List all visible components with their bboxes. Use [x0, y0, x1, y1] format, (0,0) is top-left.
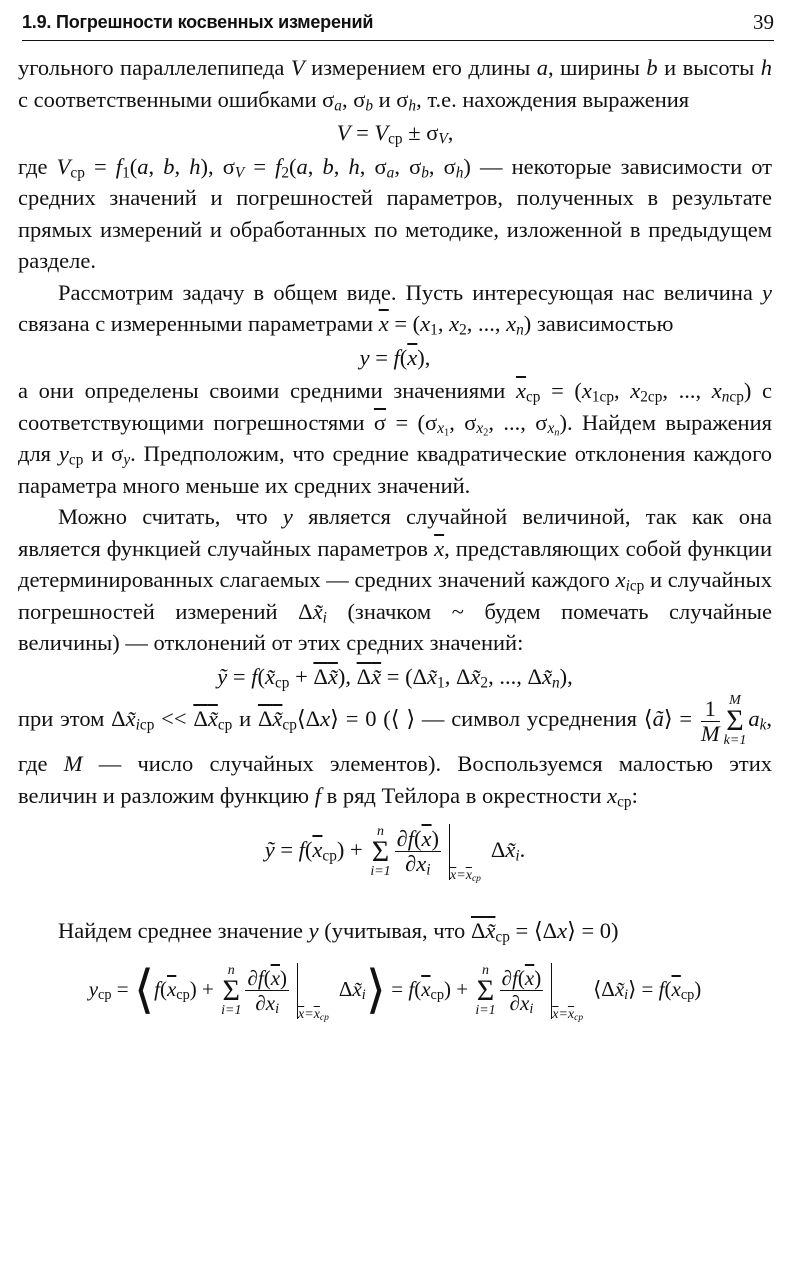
- page-body: [18, 52, 772, 1053]
- equation-3: ỹ = $f(x̃_{ср}$ + Δx̃), Δx̃ = ($\Delta x̃_1$, $\Delta x̃_2$, ..., $\Delta x̃_n$),: [217, 663, 573, 691]
- paragraph-2: где $V_{ср} = f_1(a$, b, h), $\sigma_V = f_2(a$, b, h, $\sigma_a$, $\sigma_b$, $\sigma_h$) — некоторые зависимости от средних значений и погрешностей параметров, полученных в результате прямых измерений и обработанных по методике, изложенной в предыдущем разделе.: [18, 153, 773, 273]
- paragraph-1: угольного параллелепипеда V измерением его длины a, ширины b и высоты h с соответственными ошибками $\sigma_a$, $\sigma_b$ и $\sigma_h$, т.е. нахождения выражения: [18, 55, 772, 114]
- paragraph-4: а они определены своими средними значениями $\overline{x}_{ср} = (x_{1ср}$, $x_{2ср}$, ..., $x_{nср}$) с соответствующими погрешностями $\overline{\sigma} = (\sigma_{x_1}$, $\sigma_{x_2}$, ..., $\sigma_{x_n}$). Найдем выражения для $y_{ср}$ и $\sigma_y$. Предположим, что средние квадратические отклонения каждого параметра много меньше их средних значений.: [18, 378, 773, 498]
- paragraph-3: Рассмотрим задачу в общем виде. Пусть интересующая нас величина y связана с измеренными параметрами $\overline{x} = (x_1$, $x_2$, ..., $x_n$) зависимостью: [18, 279, 772, 339]
- equation-2: $y = f(\overline{x})$,: [359, 344, 431, 370]
- paragraph-6: при этом $\Delta x̃_{iср}$ << $\Delta x̃_{ср}$ и $\Delta x̃_{ср}⟨\Delta x⟩ = 0$ (⟨ ⟩ — символ усреднения ⟨ã⟩ = $\frac{1}{M}$ M Σ k=1 $a_k$, где M — число случайных элементов). Воспользуемся малостью этих величин и разложим функцию f в ряд Тейлора в окрестности $x_{ср}$:: [18, 693, 772, 810]
- equation-4: ỹ = $f(\overline{x}_{ср})$ + n Σ i=1 $\frac{\partial f(\overline{x})}{\partial x_i}$ $\overline{x}=\overline{x}_{ср}\Delta x̃_i$.: [264, 823, 526, 885]
- equation-1: $V = V_{ср} \pm \sigma_V$,: [336, 120, 454, 148]
- page-header: [22, 6, 774, 41]
- paragraph-5: Можно считать, что y является случайной величиной, так как она является функцией случайных параметров $\overline{x}$, представляющих собой функции детерминированных слагаемых — средних значений каждого $x_{iср}$ и случайных погрешностей измерений $\Delta x̃_i$ (значком ~ будем помечать случайные величины) — отклонений от этих средних значений:: [18, 504, 772, 655]
- running-head-title: 1.9. Погрешности косвенных измерений: [22, 12, 374, 32]
- equation-5: $y_{ср}$ = $⟨f(\overline{x}_{ср})$ + n Σ i=1 $\frac{\partial f(\overline{x})}{\partial x_i}$ $\overline{x}=\overline{x}_{ср}\Delta x̃_i⟩ = f(\overline{x}_{ср})$ + n Σ i=1 $\frac{\partial f(\overline{x})}{\partial x_i}$ $\overline{x}=\overline{x}_{ср}⟨\Delta x̃_i⟩ = f(\overline{x}_{ср})$: [88, 961, 702, 1023]
- page-number: 39: [753, 10, 774, 34]
- paragraph-7: Найдем среднее значение y (учитывая, что $\Delta x̃_{ср}$ = ⟨Δx⟩ = 0): [58, 918, 619, 946]
